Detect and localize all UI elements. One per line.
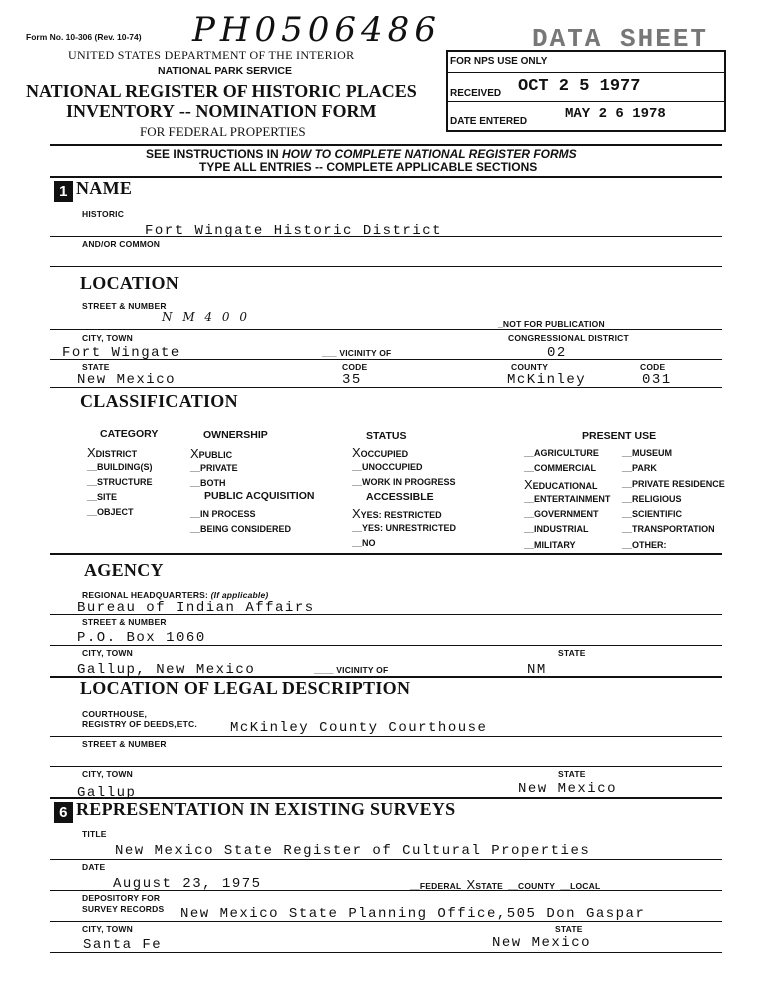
option-label: IN PROCESS [200, 509, 256, 519]
blank-line: __ [524, 509, 535, 520]
survey-city-label: CITY, TOWN [82, 924, 133, 934]
hq-value: Bureau of Indian Affairs [77, 600, 315, 616]
common-label: AND/OR COMMON [82, 239, 161, 249]
rule [50, 614, 722, 615]
checkmark: X [87, 445, 96, 460]
option-transportation [622, 522, 725, 537]
historic-name: Fort Wingate Historic District [145, 223, 443, 239]
agency-city-value: Gallup, New Mexico [77, 662, 256, 678]
option-label: RELIGIOUS [632, 493, 682, 504]
blank-line: __ [524, 463, 535, 474]
county-option: __COUNTY [508, 881, 556, 891]
county-label: COUNTY [511, 362, 549, 372]
congressional-label: CONGRESSIONAL DISTRICT [508, 333, 629, 343]
survey-date-label: DATE [82, 862, 106, 872]
received-date: OCT 2 5 1977 [518, 77, 641, 96]
blank-line: __ [87, 462, 98, 472]
option-label: DISTRICT [95, 449, 138, 459]
survey-title-label: TITLE [82, 829, 107, 839]
option-building-s [87, 460, 153, 475]
state-value: New Mexico [77, 372, 177, 388]
rule [50, 236, 722, 237]
option-entertainment [524, 492, 610, 507]
status-list [352, 445, 456, 490]
blank-line: __ [524, 448, 535, 458]
option-unoccupied [352, 460, 456, 475]
hq-label [82, 590, 268, 600]
state-code: 35 [342, 372, 362, 388]
received-label: RECEIVED [450, 88, 502, 99]
location-heading: LOCATION [80, 273, 180, 293]
option-label: BOTH [200, 478, 226, 488]
blank-line: __ [622, 539, 633, 550]
option-label: WORK IN PROGRESS [362, 477, 456, 487]
blank-line: __ [622, 524, 633, 535]
depository-value: New Mexico State Planning Office,505 Don Gaspar [180, 906, 646, 922]
option-work-in-progress [352, 475, 456, 490]
option-label: UNOCCUPIED [362, 462, 423, 472]
classification-heading: CLASSIFICATION [80, 391, 238, 411]
option-no [352, 536, 456, 551]
instructions-line2: TYPE ALL ENTRIES -- COMPLETE APPLICABLE SECTIONS [199, 160, 538, 174]
present-use-left-list [524, 446, 610, 553]
rule [50, 736, 722, 737]
option-military [524, 538, 610, 553]
city-label: CITY, TOWN [82, 333, 133, 343]
rule [50, 553, 722, 555]
option-district [87, 445, 153, 460]
service-name: NATIONAL PARK SERVICE [158, 65, 292, 77]
blank-line: __ [622, 448, 633, 458]
option-label: INDUSTRIAL [534, 524, 589, 535]
county-code: 031 [642, 372, 672, 388]
category-heading: CATEGORY [100, 428, 159, 440]
form-title-line2: INVENTORY -- NOMINATION FORM [66, 101, 377, 121]
data-sheet-stamp: DATA SHEET [532, 24, 709, 54]
courthouse-label-1: COURTHOUSE, [82, 709, 148, 719]
blank-line: __ [352, 477, 363, 487]
legal-heading: LOCATION OF LEGAL DESCRIPTION [80, 678, 411, 698]
name-section-heading [54, 178, 132, 202]
agency-street-value: P.O. Box 1060 [77, 630, 206, 646]
local-option: __LOCAL [560, 881, 601, 891]
county-value: McKinley [507, 372, 587, 388]
option-label: OBJECT [97, 507, 134, 517]
blank-line: __ [87, 477, 98, 487]
option-private [190, 461, 238, 476]
rule [50, 890, 722, 891]
public-acquisition-heading: PUBLIC ACQUISITION [204, 490, 315, 502]
checkmark: X [352, 445, 361, 460]
option-label: COMMERCIAL [534, 463, 597, 474]
legal-state-label: STATE [558, 769, 586, 779]
blank-line: __ [87, 492, 98, 502]
blank-line: __ [524, 493, 535, 504]
option-label: EDUCATIONAL [532, 480, 598, 491]
option-label: BUILDING(S) [97, 462, 153, 472]
option-label: STRUCTURE [97, 477, 153, 487]
state-checkmark: X [466, 877, 476, 892]
agency-state-value: NM [527, 662, 547, 678]
form-subtitle: FOR FEDERAL PROPERTIES [140, 124, 306, 139]
blank-line: __ [190, 509, 201, 519]
rule [50, 144, 722, 146]
option-being-considered [190, 522, 291, 537]
agency-street-label: STREET & NUMBER [82, 617, 167, 627]
survey-state-label: STATE [555, 924, 583, 934]
agency-state-label: STATE [558, 648, 586, 658]
option-label: TRANSPORTATION [632, 524, 715, 535]
legal-state-value: New Mexico [518, 781, 618, 797]
legal-street-label: STREET & NUMBER [82, 739, 167, 749]
nps-box-heading: FOR NPS USE ONLY [450, 56, 548, 67]
survey-city-value: Santa Fe [83, 937, 163, 953]
state-option: STATE [475, 881, 504, 891]
agency-vicinity-label: ____ VICINITY OF [314, 665, 389, 675]
section-number: 6 [54, 802, 73, 823]
ownership-heading: OWNERSHIP [203, 429, 268, 441]
agency-city-label: CITY, TOWN [82, 648, 133, 658]
rule [50, 266, 722, 267]
entered-date: MAY 2 6 1978 [565, 106, 666, 122]
blank-line: __ [352, 538, 363, 548]
blank-line: __ [190, 478, 201, 488]
agency-heading: AGENCY [84, 560, 164, 580]
rule [50, 329, 722, 330]
option-religious [622, 492, 725, 507]
category-list [87, 445, 153, 520]
option-label: YES: RESTRICTED [360, 510, 442, 520]
accessible-heading: ACCESSIBLE [366, 491, 434, 503]
courthouse-value: McKinley County Courthouse [230, 720, 488, 736]
option-object [87, 505, 153, 520]
blank-line: __ [352, 523, 363, 533]
instructions-line1 [146, 147, 577, 161]
survey-state-value: New Mexico [492, 935, 592, 951]
option-public [190, 446, 238, 461]
depository-label-2: SURVEY RECORDS [82, 904, 165, 914]
code-label: CODE [342, 362, 368, 372]
checkmark: X [524, 476, 533, 492]
form-title-line1: NATIONAL REGISTER OF HISTORIC PLACES [26, 81, 417, 101]
street-label: STREET & NUMBER [82, 301, 167, 311]
section-title: NAME [76, 178, 133, 198]
rule [50, 952, 722, 953]
depository-label-1: DEPOSITORY FOR [82, 893, 161, 903]
rule [50, 645, 722, 646]
rule [50, 921, 722, 922]
checkmark: X [352, 506, 361, 521]
blank-line: __ [622, 493, 633, 504]
option-structure [87, 475, 153, 490]
option-site [87, 490, 153, 505]
option-label: YES: UNRESTRICTED [362, 523, 457, 533]
option-scientific [622, 507, 725, 522]
federal-option: __FEDERAL [410, 881, 462, 891]
option-label: OCCUPIED [360, 449, 409, 459]
blank-line: __ [352, 462, 363, 472]
rule [50, 387, 722, 388]
legal-city-label: CITY, TOWN [82, 769, 133, 779]
option-label: BEING CONSIDERED [200, 524, 292, 534]
option-label: PRIVATE [200, 463, 238, 473]
option-label: SITE [97, 492, 118, 502]
blank-line: __ [622, 478, 633, 489]
rule [50, 859, 722, 860]
option-private-residence [622, 477, 725, 492]
option-in-process [190, 507, 291, 522]
rule [50, 766, 722, 767]
option-yes-unrestricted [352, 521, 456, 536]
state-label: STATE [82, 362, 110, 372]
option-both [190, 476, 238, 491]
blank-line: __ [524, 524, 535, 535]
handwritten-id: PH0506486 [192, 10, 441, 50]
option-yes-restricted [352, 506, 456, 521]
option-other [622, 538, 725, 553]
option-label: PRIVATE RESIDENCE [632, 478, 725, 489]
rule [50, 176, 722, 178]
blank-line: __ [190, 524, 201, 534]
congressional-district: 02 [547, 345, 567, 361]
blank-line: __ [190, 463, 201, 473]
ownership-list [190, 446, 238, 491]
present-use-right-list [622, 446, 725, 553]
vicinity-label: ___ VICINITY OF [322, 348, 392, 358]
status-heading: STATUS [366, 430, 407, 442]
option-label: GOVERNMENT [534, 509, 599, 520]
blank-line: __ [87, 507, 98, 517]
surveys-heading [54, 799, 456, 823]
section-title: REPRESENTATION IN EXISTING SURVEYS [76, 799, 456, 819]
option-museum [622, 446, 725, 461]
present-use-heading: PRESENT USE [582, 430, 657, 442]
historic-label: HISTORIC [82, 209, 125, 219]
option-label: AGRICULTURE [534, 448, 599, 458]
survey-title-value: New Mexico State Register of Cultural Properties [115, 843, 591, 859]
instructions-title: HOW TO COMPLETE NATIONAL REGISTER FORMS [282, 147, 577, 161]
county-code-label: CODE [640, 362, 666, 372]
section-number: 1 [54, 181, 73, 202]
accessible-list [352, 506, 456, 551]
hq-label-text: REGIONAL HEADQUARTERS: [82, 590, 209, 600]
rule [50, 359, 722, 360]
option-industrial [524, 522, 610, 537]
courthouse-label-2: REGISTRY OF DEEDS,ETC. [82, 719, 197, 729]
option-label: OTHER: [632, 539, 667, 550]
option-label: ENTERTAINMENT [534, 493, 611, 504]
option-label: SCIENTIFIC [632, 509, 683, 520]
option-label: PARK [632, 463, 657, 474]
city-value: Fort Wingate [62, 345, 181, 361]
option-park [622, 461, 725, 476]
form-number: Form No. 10-306 (Rev. 10-74) [26, 32, 142, 42]
department-name: UNITED STATES DEPARTMENT OF THE INTERIOR [68, 48, 355, 62]
option-agriculture [524, 446, 610, 461]
option-label: MILITARY [534, 539, 576, 550]
acquisition-list [190, 507, 291, 537]
survey-date-value: August 23, 1975 [113, 876, 262, 892]
option-educational [524, 477, 610, 492]
option-occupied [352, 445, 456, 460]
option-label: MUSEUM [632, 448, 673, 458]
option-commercial [524, 461, 610, 476]
option-label: NO [362, 538, 376, 548]
nps-box-divider-2 [446, 101, 724, 102]
street-value: N M 4 0 0 [162, 310, 250, 324]
entered-label: DATE ENTERED [450, 116, 528, 127]
option-government [524, 507, 610, 522]
nps-box-divider-1 [446, 72, 724, 73]
blank-line: __ [622, 509, 633, 520]
not-for-publication: _NOT FOR PUBLICATION [498, 319, 605, 329]
option-label: PUBLIC [198, 450, 233, 460]
checkmark: X [190, 446, 199, 461]
blank-line: __ [524, 539, 535, 550]
legal-city-value: Gallup [77, 785, 137, 801]
blank-line: __ [622, 463, 633, 474]
hq-note: (If applicable) [210, 590, 269, 600]
instructions-prefix: SEE INSTRUCTIONS IN [146, 147, 283, 161]
